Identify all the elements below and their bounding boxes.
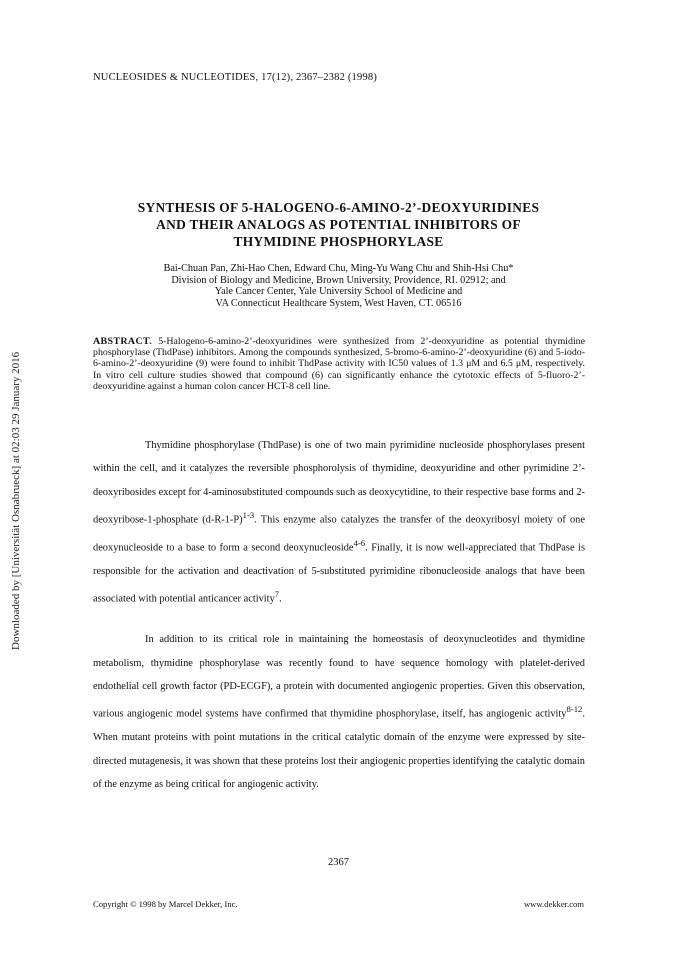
citation-1-3: 1-3 [242,510,255,521]
copyright-notice: Copyright © 1998 by Marcel Dekker, Inc. [93,899,238,909]
affiliation-2: Yale Cancer Center, Yale University School of Medicine and [214,286,463,298]
paragraph-2-text-a: In addition to its critical role in maintaining the homeostasis of deoxynucleotides and thymidine metabolism, thymidine phosphorylase was recently found to have sequence homology with platelet-derived endothelial cell growth factor (PD-ECGF), a protein with documented angiogenic properties. Given this observation, various angiogenic model systems have confirmed that thymidine phosphorylase, itself, has angiogenic activity [93,634,585,720]
paragraph-2 [93,628,585,796]
paragraph-1-text-c: . Finally, it is now well-appreciated that ThdPase is responsible for the activation and deactivation of 5-substituted pyrimidine ribonucleoside analogs that have been associated with potential anticancer activity [93,542,585,605]
affiliation-3: VA Connecticut Healthcare System, West Haven, CT. 06516 [215,297,462,309]
author-block [60,263,617,309]
citation-8-12: 8-12 [566,704,583,715]
title-line-3: THYMIDINE PHOSPHORYLASE [233,234,444,249]
paragraph-2-text-b: . When mutant proteins with point mutations in the critical catalytic domain of the enzyme were expressed by site-directed mutagenesis, it was shown that these proteins lost their angiogenic properties identifying the catalytic domain of the enzyme as being critical for angiogenic activity. [93,708,585,791]
paragraph-1 [93,434,585,611]
paper-title [60,199,617,250]
abstract-label: ABSTRACT [93,336,150,347]
journal-header: NUCLEOSIDES & NUCLEOTIDES, 17(12), 2367–2382 (1998) [93,72,378,83]
download-watermark: Downloaded by [Universität Osnabrueck] at 02:03 29 January 2016 [10,351,22,650]
citation-4-6: 4-6 [353,538,366,549]
publisher-url: www.dekker.com [523,899,584,909]
affiliation-1: Division of Biology and Medicine, Brown University, Providence, RI. 02912; and [171,274,506,286]
abstract: ABSTRACT. 5-Halogeno-6-amino-2’-deoxyuridines were synthesized from 2’-deoxyuridine as potential thymidine phosphorylase (ThdPase) inhibitors. Among the compounds synthesized, 5-bromo-6-amino-2’-deoxyuridine (6) and 5-iodo-6-amino-2’-deoxyuridine (9) were found to inhibit ThdPase activity with IC50 values of 1.3 μM and 6.5 μM, respectively. In vitro cell culture studies showed that compound (6) can significantly enhance the cytotoxic effects of 5-fluoro-2’-deoxyuridine against a human colon cancer HCT-8 cell line. [93,336,586,392]
title-line-2: AND THEIR ANALOGS AS POTENTIAL INHIBITORS OF [156,217,521,232]
page-number: 2367 [328,857,349,868]
body-text [93,434,585,814]
title-line-1: SYNTHESIS OF 5-HALOGENO-6-AMINO-2’-DEOXYURIDINES [137,200,540,215]
abstract-text: 5-Halogeno-6-amino-2’-deoxyuridines were synthesized from 2’-deoxyuridine as potential thymidine phosphorylase (ThdPase) inhibitors. Among the compounds synthesized, 5-bromo-6-amino-2’-deoxyuridine (6) and 5-iodo-6-amino-2’-deoxyuridine (9) were found to inhibit ThdPase activity with IC50 values of 1.3 μM and 6.5 μM, respectively. In vitro cell culture studies showed that compound (6) can significantly enhance the cytotoxic effects of 5-fluoro-2’-deoxyuridine against a human colon cancer HCT-8 cell line. [93,336,586,392]
paragraph-1-text-a: Thymidine phosphorylase (ThdPase) is one of two main pyrimidine nucleoside phosphorylases present within the cell, and it catalyzes the reversible phosphorolysis of thymidine, deoxyuridine and other pyrimidine 2’-deoxyribosides except for 4-aminosubstituted compounds such as deoxycytidine, to their respective base forms and 2-deoxyribose-1-phosphate (d-R-1-P) [93,440,585,526]
citation-7: 7 [274,589,280,600]
author-names: Bai-Chuan Pan, Zhi-Hao Chen, Edward Chu, Ming-Yu Wang Chu and Shih-Hsi Chu* [163,263,514,274]
paragraph-1-text-b: . This enzyme also catalyzes the transfer of the deoxyribosyl moiety of one deoxynucleoside to a base to form a second deoxynucleoside [93,514,585,554]
paragraph-1-text-d: . [279,593,282,605]
